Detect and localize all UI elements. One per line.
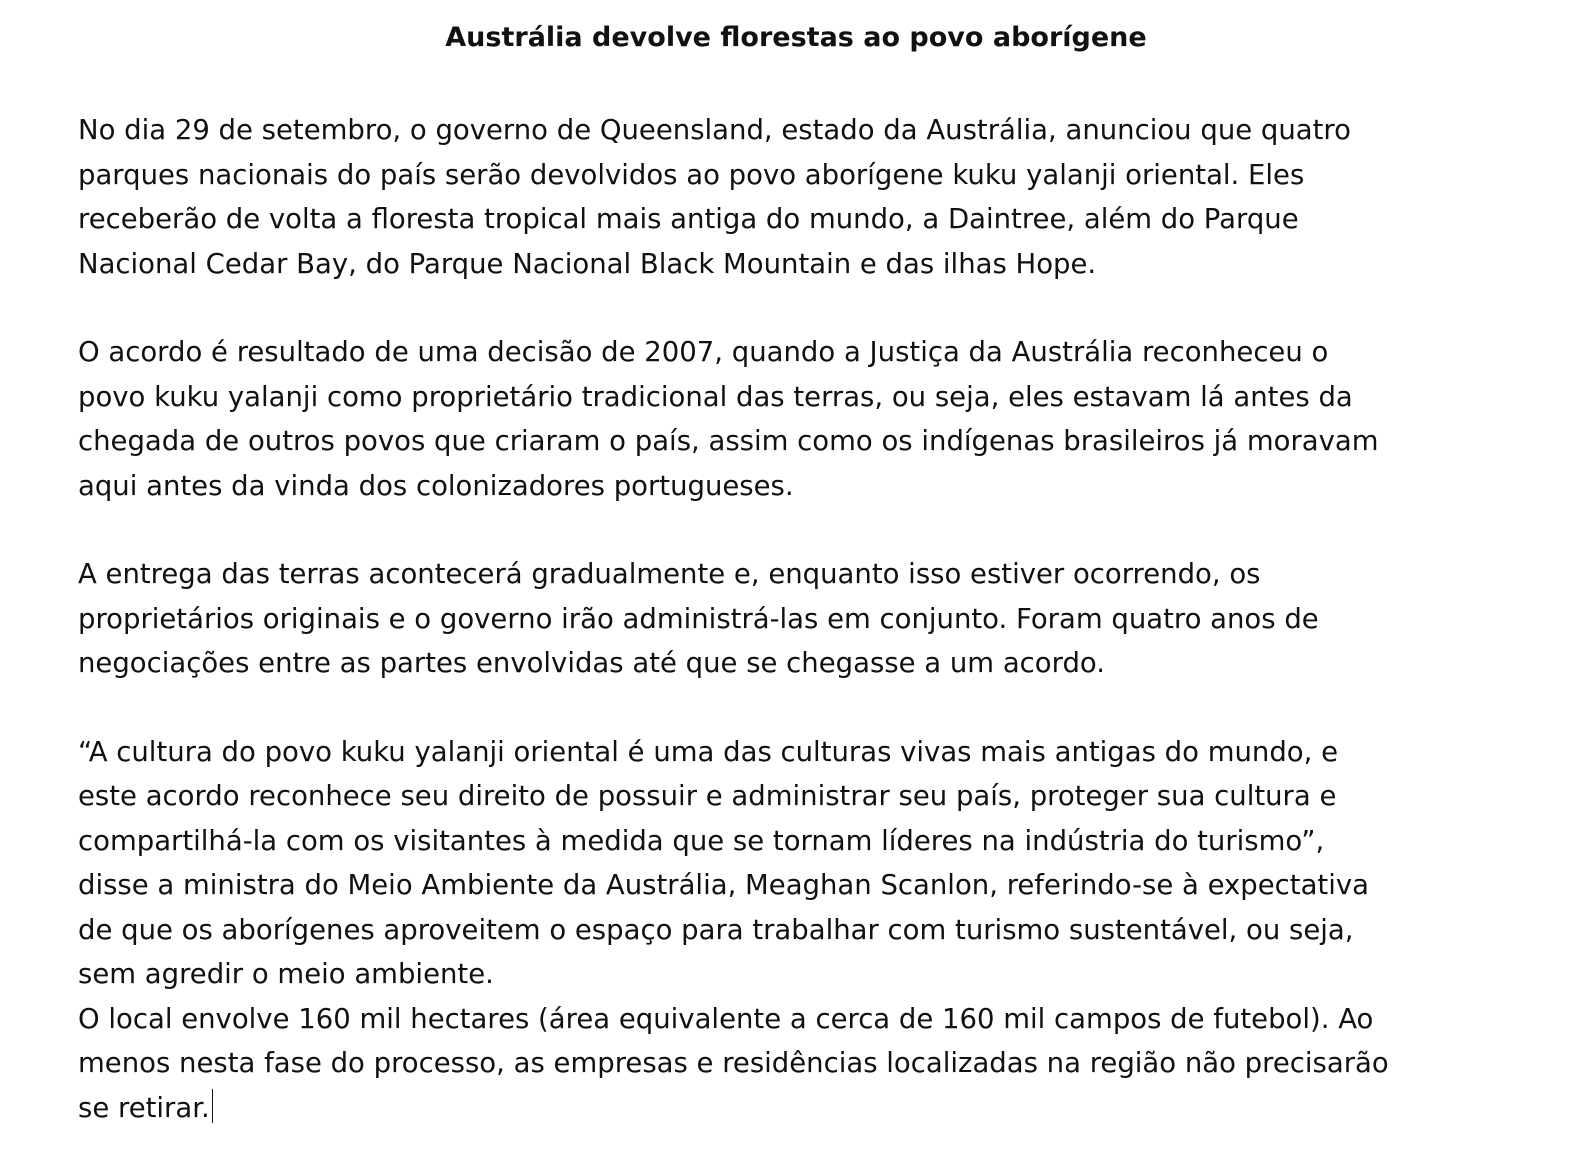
text-line: sem agredir o meio ambiente.: [78, 958, 494, 990]
text-line: O acordo é resultado de uma decisão de 2007, quando a Justiça da Austrália reconheceu o: [78, 336, 1329, 368]
paragraph-announcement: [78, 108, 1538, 286]
text-line: compartilhá-la com os visitantes à medida que se tornam líderes na indústria do turismo”,: [78, 824, 1325, 857]
text-line: chegada de outros povos que criaram o país, assim como os indígenas brasileiros já moravam: [78, 425, 1379, 457]
text-line: de que os aborígenes aproveitem o espaço para trabalhar com turismo sustentável, ou seja,: [78, 913, 1354, 946]
text-line: este acordo reconhece seu direito de possuir e administrar seu país, proteger sua cultura e: [78, 780, 1337, 812]
text-line: disse a ministra do Meio Ambiente da Austrália, Meaghan Scanlon, referindo-se à expectativa: [78, 869, 1369, 901]
text-line: aqui antes da vinda dos colonizadores portugueses.: [78, 469, 794, 502]
document-title: Austrália devolve florestas ao povo aborígene: [445, 22, 1147, 53]
text-line: menos nesta fase do processo, as empresas e residências localizadas na região não precisarão: [78, 1047, 1389, 1079]
text-line: parques nacionais do país serão devolvidos ao povo aborígene kuku yalanji oriental. Eles: [78, 158, 1305, 191]
paragraph-handover: [78, 552, 1538, 686]
text-line: O local envolve 160 mil hectares (área equivalente a cerca de 160 mil campos de futebol). Ao: [78, 1002, 1374, 1035]
text-line: “A cultura do povo kuku yalanji oriental é uma das culturas vivas mais antigas do mundo, e: [78, 735, 1339, 768]
text-cursor: [212, 1089, 214, 1123]
text-line: Nacional Cedar Bay, do Parque Nacional Black Mountain e das ilhas Hope.: [78, 247, 1097, 280]
text-line: receberão de volta a floresta tropical mais antiga do mundo, a Daintree, além do Parque: [78, 203, 1299, 235]
paragraph-quote: [78, 730, 1538, 997]
text-line: povo kuku yalanji como proprietário tradicional das terras, ou seja, eles estavam lá antes da: [78, 380, 1353, 413]
document-body[interactable]: [78, 108, 1538, 1130]
last-line-text: se retirar.: [78, 1091, 210, 1124]
text-line: proprietários originais e o governo irão administrá-las em conjunto. Foram quatro anos de: [78, 602, 1319, 635]
paragraph-area: [78, 997, 1538, 1131]
text-line: negociações entre as partes envolvidas até que se chegasse a um acordo.: [78, 647, 1105, 679]
text-line: No dia 29 de setembro, o governo de Queensland, estado da Austrália, anunciou que quatro: [78, 114, 1351, 146]
last-text-line: [78, 1086, 1538, 1131]
text-line: A entrega das terras acontecerá gradualmente e, enquanto isso estiver ocorrendo, os: [78, 558, 1261, 590]
paragraph-agreement: [78, 330, 1538, 508]
